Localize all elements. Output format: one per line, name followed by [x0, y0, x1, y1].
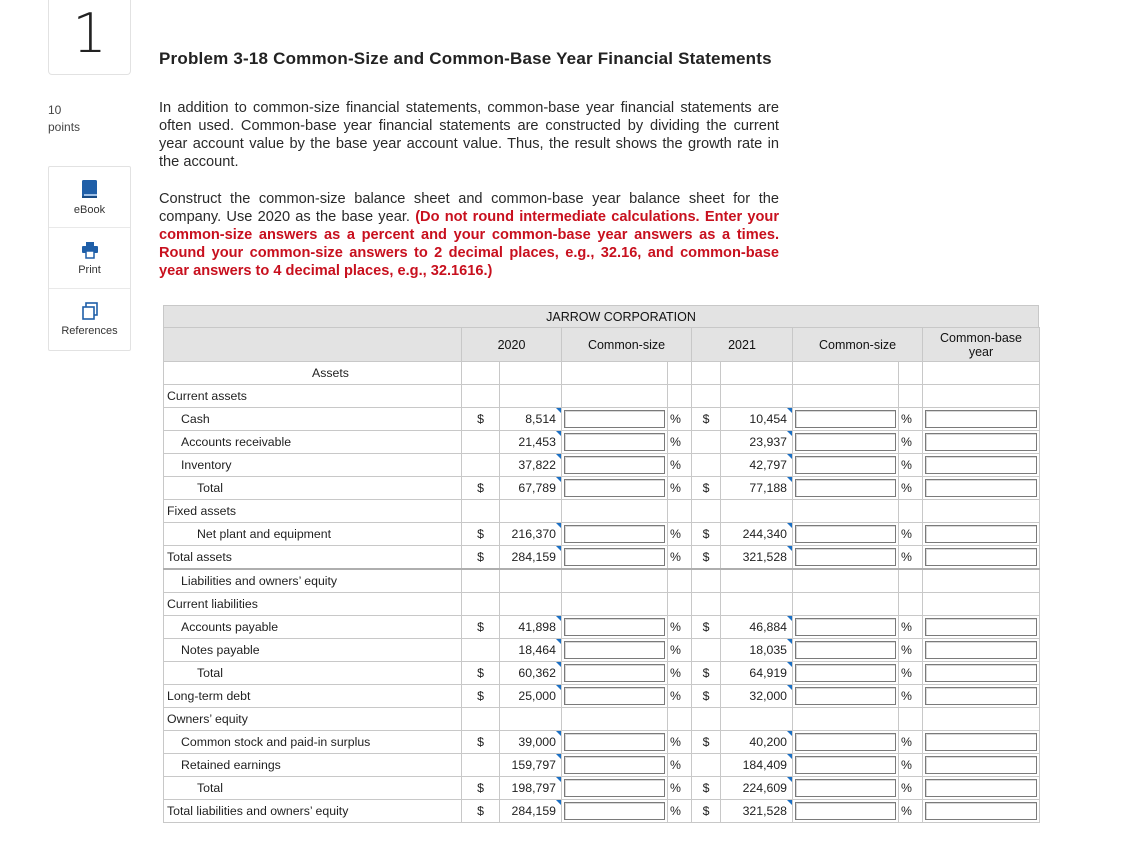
currency-symbol: $: [692, 730, 721, 753]
percent-sign: %: [899, 431, 923, 454]
row-label: Total: [164, 477, 462, 500]
percent-sign: %: [899, 477, 923, 500]
references-label: References: [61, 325, 118, 337]
row-label: Cash: [164, 408, 462, 431]
percent-sign: %: [668, 523, 692, 546]
ar-common-size-2021-input[interactable]: [793, 431, 899, 454]
value-2020: 39,000: [500, 730, 562, 753]
row-label: Net plant and equipment: [164, 523, 462, 546]
ap-common-base-input[interactable]: [923, 615, 1040, 638]
print-label: Print: [78, 263, 101, 276]
cs-common-base-input[interactable]: [923, 730, 1040, 753]
rounding-instructions: (Do not round intermediate calculations. Enter your common-size answers as a percent and your common-base year answers as a times. Round your common-size answers to 2 decimal places, e.g., 32.16, and common-base year answers to 4 decimal places, e.g., 32.1616.): [159, 209, 779, 279]
table-row: [164, 408, 1040, 431]
assets-heading: Assets: [164, 362, 462, 385]
currency-symbol: $: [692, 661, 721, 684]
currency-symbol: $: [462, 684, 500, 707]
header-row: [164, 328, 1040, 362]
value-2020: 284,159: [500, 799, 562, 822]
value-2020: 60,362: [500, 661, 562, 684]
current-liabilities-heading: Current liabilities: [164, 592, 462, 615]
section-row: [164, 500, 1040, 523]
np-common-size-2020-input[interactable]: [562, 638, 668, 661]
currency-symbol: $: [462, 523, 500, 546]
cl-total-common-size-2020-input[interactable]: [562, 661, 668, 684]
row-label: Accounts payable: [164, 615, 462, 638]
table-row: [164, 661, 1040, 684]
npe-common-size-2021-input[interactable]: [793, 523, 899, 546]
npe-common-base-input[interactable]: [923, 523, 1040, 546]
references-button[interactable]: [49, 289, 130, 350]
currency-symbol: $: [692, 408, 721, 431]
value-2020: 67,789: [500, 477, 562, 500]
value-2021: 321,528: [721, 799, 793, 822]
oe-total-common-base-input[interactable]: [923, 776, 1040, 799]
ca-total-common-size-2021-input[interactable]: [793, 477, 899, 500]
assets-heading-row: [164, 362, 1040, 385]
header-2021: 2021: [692, 328, 793, 362]
row-label: Long-term debt: [164, 684, 462, 707]
percent-sign: %: [668, 546, 692, 570]
ebook-label: eBook: [73, 203, 106, 216]
value-2021: 40,200: [721, 730, 793, 753]
table-row: [164, 431, 1040, 454]
owners-equity-heading: Owners’ equity: [164, 707, 462, 730]
instructions-paragraph: [159, 190, 779, 280]
ar-common-size-2020-input[interactable]: [562, 431, 668, 454]
table-row: [164, 477, 1040, 500]
percent-sign: %: [899, 753, 923, 776]
currency-symbol: $: [692, 684, 721, 707]
tools-panel: [48, 166, 131, 351]
value-2021: 18,035: [721, 638, 793, 661]
cash-common-size-2021-input[interactable]: [793, 408, 899, 431]
cs-common-size-2020-input[interactable]: [562, 730, 668, 753]
ap-common-size-2021-input[interactable]: [793, 615, 899, 638]
ebook-icon: [81, 179, 99, 199]
currency-symbol: $: [462, 477, 500, 500]
value-2021: 46,884: [721, 615, 793, 638]
np-common-size-2021-input[interactable]: [793, 638, 899, 661]
balance-sheet-table: [163, 327, 1040, 823]
percent-sign: %: [899, 661, 923, 684]
percent-sign: %: [668, 661, 692, 684]
value-2021: 77,188: [721, 477, 793, 500]
ar-common-base-input[interactable]: [923, 431, 1040, 454]
section-row: [164, 707, 1040, 730]
percent-sign: %: [899, 523, 923, 546]
cs-common-size-2021-input[interactable]: [793, 730, 899, 753]
percent-sign: %: [668, 730, 692, 753]
section-row: [164, 385, 1040, 408]
currency-symbol: $: [692, 776, 721, 799]
intro-paragraph: In addition to common-size financial statements, common-base year financial statements are often used. Common-base year financial statements are constructed by dividing the current year account value by the base year account value. Thus, the result shows the growth rate in the account.: [159, 100, 779, 170]
currency-symbol: $: [692, 546, 721, 570]
value-2021: 64,919: [721, 661, 793, 684]
value-2021: 321,528: [721, 546, 793, 570]
value-2020: 8,514: [500, 408, 562, 431]
value-2021: 10,454: [721, 408, 793, 431]
balance-sheet: [163, 305, 1039, 823]
ltd-common-size-2020-input[interactable]: [562, 684, 668, 707]
row-label: Total: [164, 776, 462, 799]
value-2020: 216,370: [500, 523, 562, 546]
percent-sign: %: [899, 454, 923, 477]
row-label: Common stock and paid-in surplus: [164, 730, 462, 753]
liabilities-heading: Liabilities and owners’ equity: [164, 569, 462, 592]
re-common-base-input[interactable]: [923, 753, 1040, 776]
inventory-common-size-2020-input[interactable]: [562, 454, 668, 477]
currency-symbol: $: [462, 408, 500, 431]
problem-title: Problem 3-18 Common-Size and Common-Base Year Financial Statements: [159, 49, 772, 68]
re-common-size-2021-input[interactable]: [793, 753, 899, 776]
cash-common-base-input[interactable]: [923, 408, 1040, 431]
table-row: [164, 638, 1040, 661]
value-2020: 21,453: [500, 431, 562, 454]
ap-common-size-2020-input[interactable]: [562, 615, 668, 638]
points-indicator: [48, 102, 80, 136]
npe-common-size-2020-input[interactable]: [562, 523, 668, 546]
percent-sign: %: [668, 477, 692, 500]
value-2021: 32,000: [721, 684, 793, 707]
percent-sign: %: [899, 408, 923, 431]
percent-sign: %: [899, 546, 923, 570]
oe-total-common-size-2021-input[interactable]: [793, 776, 899, 799]
row-label: Total assets: [164, 546, 462, 570]
table-row: [164, 730, 1040, 753]
percent-sign: %: [668, 638, 692, 661]
table-row: [164, 523, 1040, 546]
currency-symbol: $: [462, 615, 500, 638]
table-row: [164, 776, 1040, 799]
print-button[interactable]: [49, 228, 130, 289]
value-2020: 198,797: [500, 776, 562, 799]
value-2020: 18,464: [500, 638, 562, 661]
percent-sign: %: [899, 615, 923, 638]
value-2021: 42,797: [721, 454, 793, 477]
percent-sign: %: [668, 799, 692, 822]
header-blank: [164, 328, 462, 362]
section-row: [164, 592, 1040, 615]
cl-total-common-size-2021-input[interactable]: [793, 661, 899, 684]
currency-symbol: $: [462, 546, 500, 570]
percent-sign: %: [668, 454, 692, 477]
percent-sign: %: [899, 776, 923, 799]
currency-symbol: $: [462, 730, 500, 753]
header-2020: 2020: [462, 328, 562, 362]
currency-symbol: $: [692, 615, 721, 638]
fixed-assets-heading: Fixed assets: [164, 500, 462, 523]
currency-symbol: $: [692, 523, 721, 546]
row-label: Total: [164, 661, 462, 684]
table-row: [164, 615, 1040, 638]
value-2021: 224,609: [721, 776, 793, 799]
points-label: points: [48, 120, 81, 134]
table-row: [164, 753, 1040, 776]
value-2021: 244,340: [721, 523, 793, 546]
currency-symbol: $: [462, 799, 500, 822]
tloe-common-size-2021-input[interactable]: [793, 799, 899, 822]
points-value: 10: [48, 103, 62, 117]
inventory-common-base-input[interactable]: [923, 454, 1040, 477]
total-assets-common-size-2020-input[interactable]: [562, 546, 668, 570]
row-label: Accounts receivable: [164, 431, 462, 454]
row-label: Retained earnings: [164, 753, 462, 776]
print-icon: [81, 241, 99, 259]
percent-sign: %: [668, 431, 692, 454]
section-row: [164, 569, 1040, 592]
value-2020: 159,797: [500, 753, 562, 776]
table-row: [164, 546, 1040, 570]
percent-sign: %: [668, 684, 692, 707]
np-common-base-input[interactable]: [923, 638, 1040, 661]
re-common-size-2020-input[interactable]: [562, 753, 668, 776]
header-common-base-year: Common-base year: [923, 328, 1040, 362]
oe-total-common-size-2020-input[interactable]: [562, 776, 668, 799]
value-2020: 284,159: [500, 546, 562, 570]
percent-sign: %: [899, 638, 923, 661]
percent-sign: %: [668, 753, 692, 776]
question-number-box: [48, 0, 131, 75]
percent-sign: %: [668, 615, 692, 638]
tloe-common-base-input[interactable]: [923, 799, 1040, 822]
row-label: Total liabilities and owners’ equity: [164, 799, 462, 822]
currency-symbol: $: [692, 477, 721, 500]
percent-sign: %: [668, 408, 692, 431]
ca-total-common-base-input[interactable]: [923, 477, 1040, 500]
header-common-size-2021: Common-size: [793, 328, 923, 362]
total-assets-common-base-input[interactable]: [923, 546, 1040, 570]
current-assets-heading: Current assets: [164, 385, 462, 408]
table-row: [164, 684, 1040, 707]
table-row: [164, 799, 1040, 822]
ca-total-common-size-2020-input[interactable]: [562, 477, 668, 500]
value-2021: 23,937: [721, 431, 793, 454]
table-row: [164, 454, 1040, 477]
ebook-button[interactable]: [49, 167, 130, 228]
currency-symbol: $: [462, 776, 500, 799]
header-common-size-2020: Common-size: [562, 328, 692, 362]
percent-sign: %: [899, 684, 923, 707]
question-number: 1: [72, 2, 107, 65]
percent-sign: %: [899, 730, 923, 753]
company-name: JARROW CORPORATION: [163, 305, 1039, 327]
currency-symbol: $: [692, 799, 721, 822]
value-2020: 37,822: [500, 454, 562, 477]
value-2020: 41,898: [500, 615, 562, 638]
cash-common-size-2020-input[interactable]: [562, 408, 668, 431]
tloe-common-size-2020-input[interactable]: [562, 799, 668, 822]
currency-symbol: $: [462, 661, 500, 684]
instructions-lead: Construct the common-size balance sheet and common-base year balance sheet for the company. Use 2020 as the base year.: [159, 191, 779, 225]
value-2020: 25,000: [500, 684, 562, 707]
row-label: Notes payable: [164, 638, 462, 661]
ltd-common-size-2021-input[interactable]: [793, 684, 899, 707]
cl-total-common-base-input[interactable]: [923, 661, 1040, 684]
references-icon: [81, 302, 99, 320]
inventory-common-size-2021-input[interactable]: [793, 454, 899, 477]
total-assets-common-size-2021-input[interactable]: [793, 546, 899, 570]
row-label: Inventory: [164, 454, 462, 477]
percent-sign: %: [668, 776, 692, 799]
value-2021: 184,409: [721, 753, 793, 776]
ltd-common-base-input[interactable]: [923, 684, 1040, 707]
percent-sign: %: [899, 799, 923, 822]
